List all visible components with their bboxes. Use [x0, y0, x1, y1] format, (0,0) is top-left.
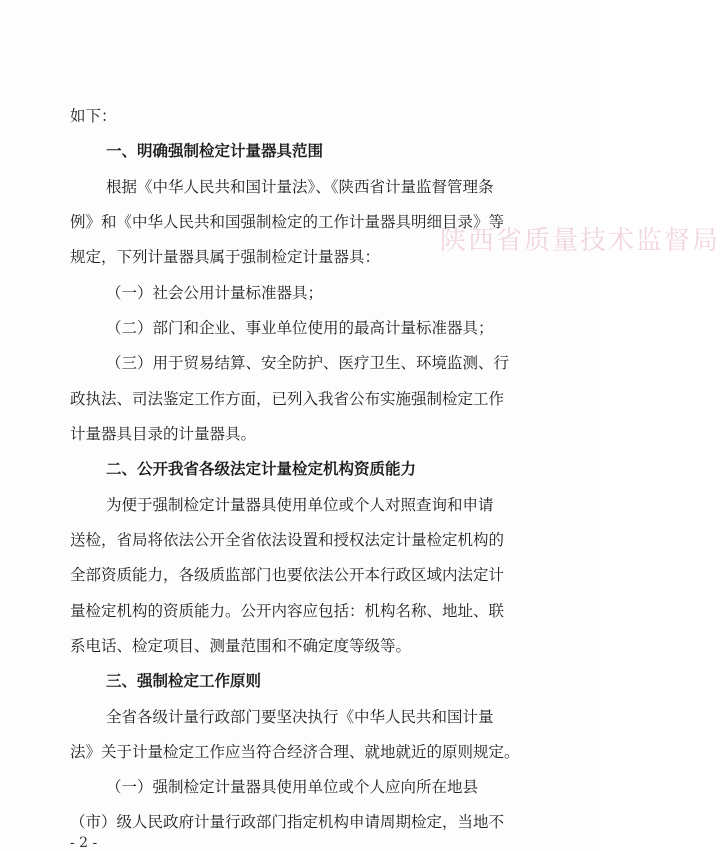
text-line-21: （市）级人民政府计量行政部门指定机构申请周期检定，当地不: [70, 813, 505, 831]
section-heading-2: 二、公开我省各级法定计量检定机构资质能力: [106, 460, 417, 478]
text-line-19: 法》关于计量检定工作应当符合经济合理、就地就近的原则规定。: [70, 743, 520, 761]
text-line-14: 全部资质能力，各级质监部门也要依法公开本行政区域内法定计: [70, 566, 505, 584]
text-line-4: 例》和《中华人民共和国强制检定的工作计量器具明细目录》等: [70, 213, 505, 231]
list-item-1: （一）社会公用计量标准器具；: [106, 284, 324, 302]
text-line-3: 根据《中华人民共和国计量法》、《陕西省计量监督管理条: [106, 178, 494, 196]
list-item-2: （二）部门和企业、事业单位使用的最高计量标准器具；: [106, 319, 494, 337]
page-number: - 2 -: [70, 835, 98, 851]
section-heading-1: 一、明确强制检定计量器具范围: [106, 142, 324, 160]
list-item-3: （三）用于贸易结算、安全防护、医疗卫生、环境监测、行: [106, 354, 510, 372]
text-line-15: 量检定机构的资质能力。公开内容应包括：机构名称、地址、联: [70, 602, 505, 620]
text-line-13: 送检，省局将依法公开全省依法设置和授权法定计量检定机构的: [70, 531, 505, 549]
text-line-18: 全省各级计量行政部门要坚决执行《中华人民共和国计量: [106, 708, 494, 726]
section-heading-3: 三、强制检定工作原则: [106, 672, 262, 690]
bleed-through-marks: 陕西省质量技术监督局: [440, 226, 720, 256]
text-line-16: 系电话、检定项目、测量范围和不确定度等级等。: [70, 637, 412, 655]
text-line-10: 计量器具目录的计量器具。: [70, 425, 257, 443]
text-line-12: 为便于强制检定计量器具使用单位或个人对照查询和申请: [106, 496, 494, 514]
text-line-5: 规定，下列计量器具属于强制检定计量器具：: [70, 248, 381, 266]
text-line-9: 政执法、司法鉴定工作方面，已列入我省公布实施强制检定工作: [70, 390, 505, 408]
text-line-1: 如下：: [70, 107, 117, 125]
list-item-4: （一）强制检定计量器具使用单位或个人应向所在地县: [106, 778, 479, 796]
